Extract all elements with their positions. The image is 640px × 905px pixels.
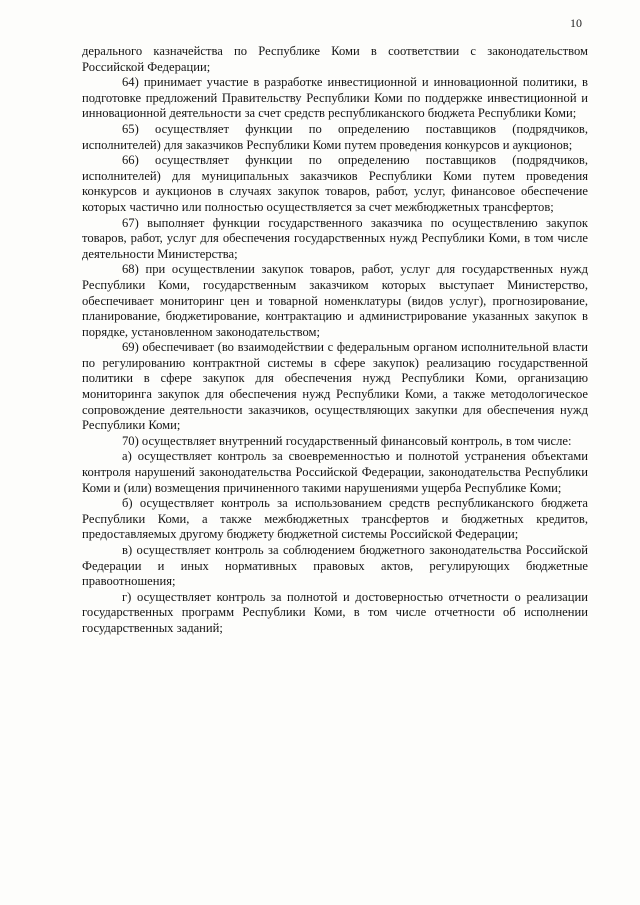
paragraph-item-66: 66) осуществляет функции по определению поставщиков (подрядчиков, исполнителей) для муниципальных заказчиков Республики Коми путем проведения конкурсов и аукционов в случаях закупок товаров, работ, услуг, финансовое обеспечение которых частично или полностью осуществляется за счет межбюджетных трансфертов; [82,153,588,214]
paragraph-item-64: 64) принимает участие в разработке инвестиционной и инновационной политики, в подготовке предложений Правительству Республики Коми по поддержке инвестиционной и инновационной деятельности за счет средств республиканского бюджета Республики Коми; [82,75,588,121]
paragraph-continuation: дерального казначейства по Республике Коми в соответствии с законодательством Российской Федерации; [82,44,588,74]
paragraph-subitem-b: б) осуществляет контроль за использованием средств республиканского бюджета Республики Коми, а также межбюджетных трансфертов и бюджетных кредитов, предоставляемых другому бюджету бюджетной системы Российской Федерации; [82,496,588,542]
paragraph-subitem-a: а) осуществляет контроль за своевременностью и полнотой устранения объектами контроля нарушений законодательства Российской Федерации, законодательства Республики Коми и (или) возмещения причиненного такими нарушениями ущерба Республике Коми; [82,449,588,495]
paragraph-subitem-g: г) осуществляет контроль за полнотой и достоверностью отчетности о реализации государственных программ Республики Коми, в том числе отчетности об исполнении государственных заданий; [82,589,588,635]
paragraph-item-70: 70) осуществляет внутренний государственный финансовый контроль, в том числе: [122,433,572,448]
paragraph-item-67: 67) выполняет функции государственного заказчика по осуществлению закупок товаров, работ, услуг для обеспечения государственных нужд Республики Коми, в том числе деятельности Министерства; [82,215,588,261]
paragraph-item-65: 65) осуществляет функции по определению поставщиков (подрядчиков, исполнителей) для заказчиков Республики Коми путем проведения конкурсов и аукционов; [82,121,588,152]
paragraph-item-68: 68) при осуществлении закупок товаров, работ, услуг для государственных нужд Республики Коми, государственным заказчиком которых выступает Министерство, обеспечивает мониторинг цен и товарной номенклатуры (видов услуг), прогнозирование, планирование, бюджетирование, контрактацию и администрирование указанных закупок в порядке, установленном законодательством; [82,262,588,339]
document-body [82,44,588,637]
page-number: 10 [570,16,582,30]
paragraph-subitem-v: в) осуществляет контроль за соблюдением бюджетного законодательства Российской Федерации и иных нормативных правовых актов, регулирующих бюджетные правоотношения; [82,543,588,589]
paragraph-item-69: 69) обеспечивает (во взаимодействии с федеральным органом исполнительной власти по регулированию контрактной системы в сфере закупок) реализацию государственной политики в сфере закупок для обеспечения нужд Республики Коми, организацию мониторинга закупок для обеспечения нужд Республики Коми, а также методологическое сопровождение деятельности заказчиков, осуществляющих закупки для обеспечения нужд Республики Коми; [82,340,588,433]
